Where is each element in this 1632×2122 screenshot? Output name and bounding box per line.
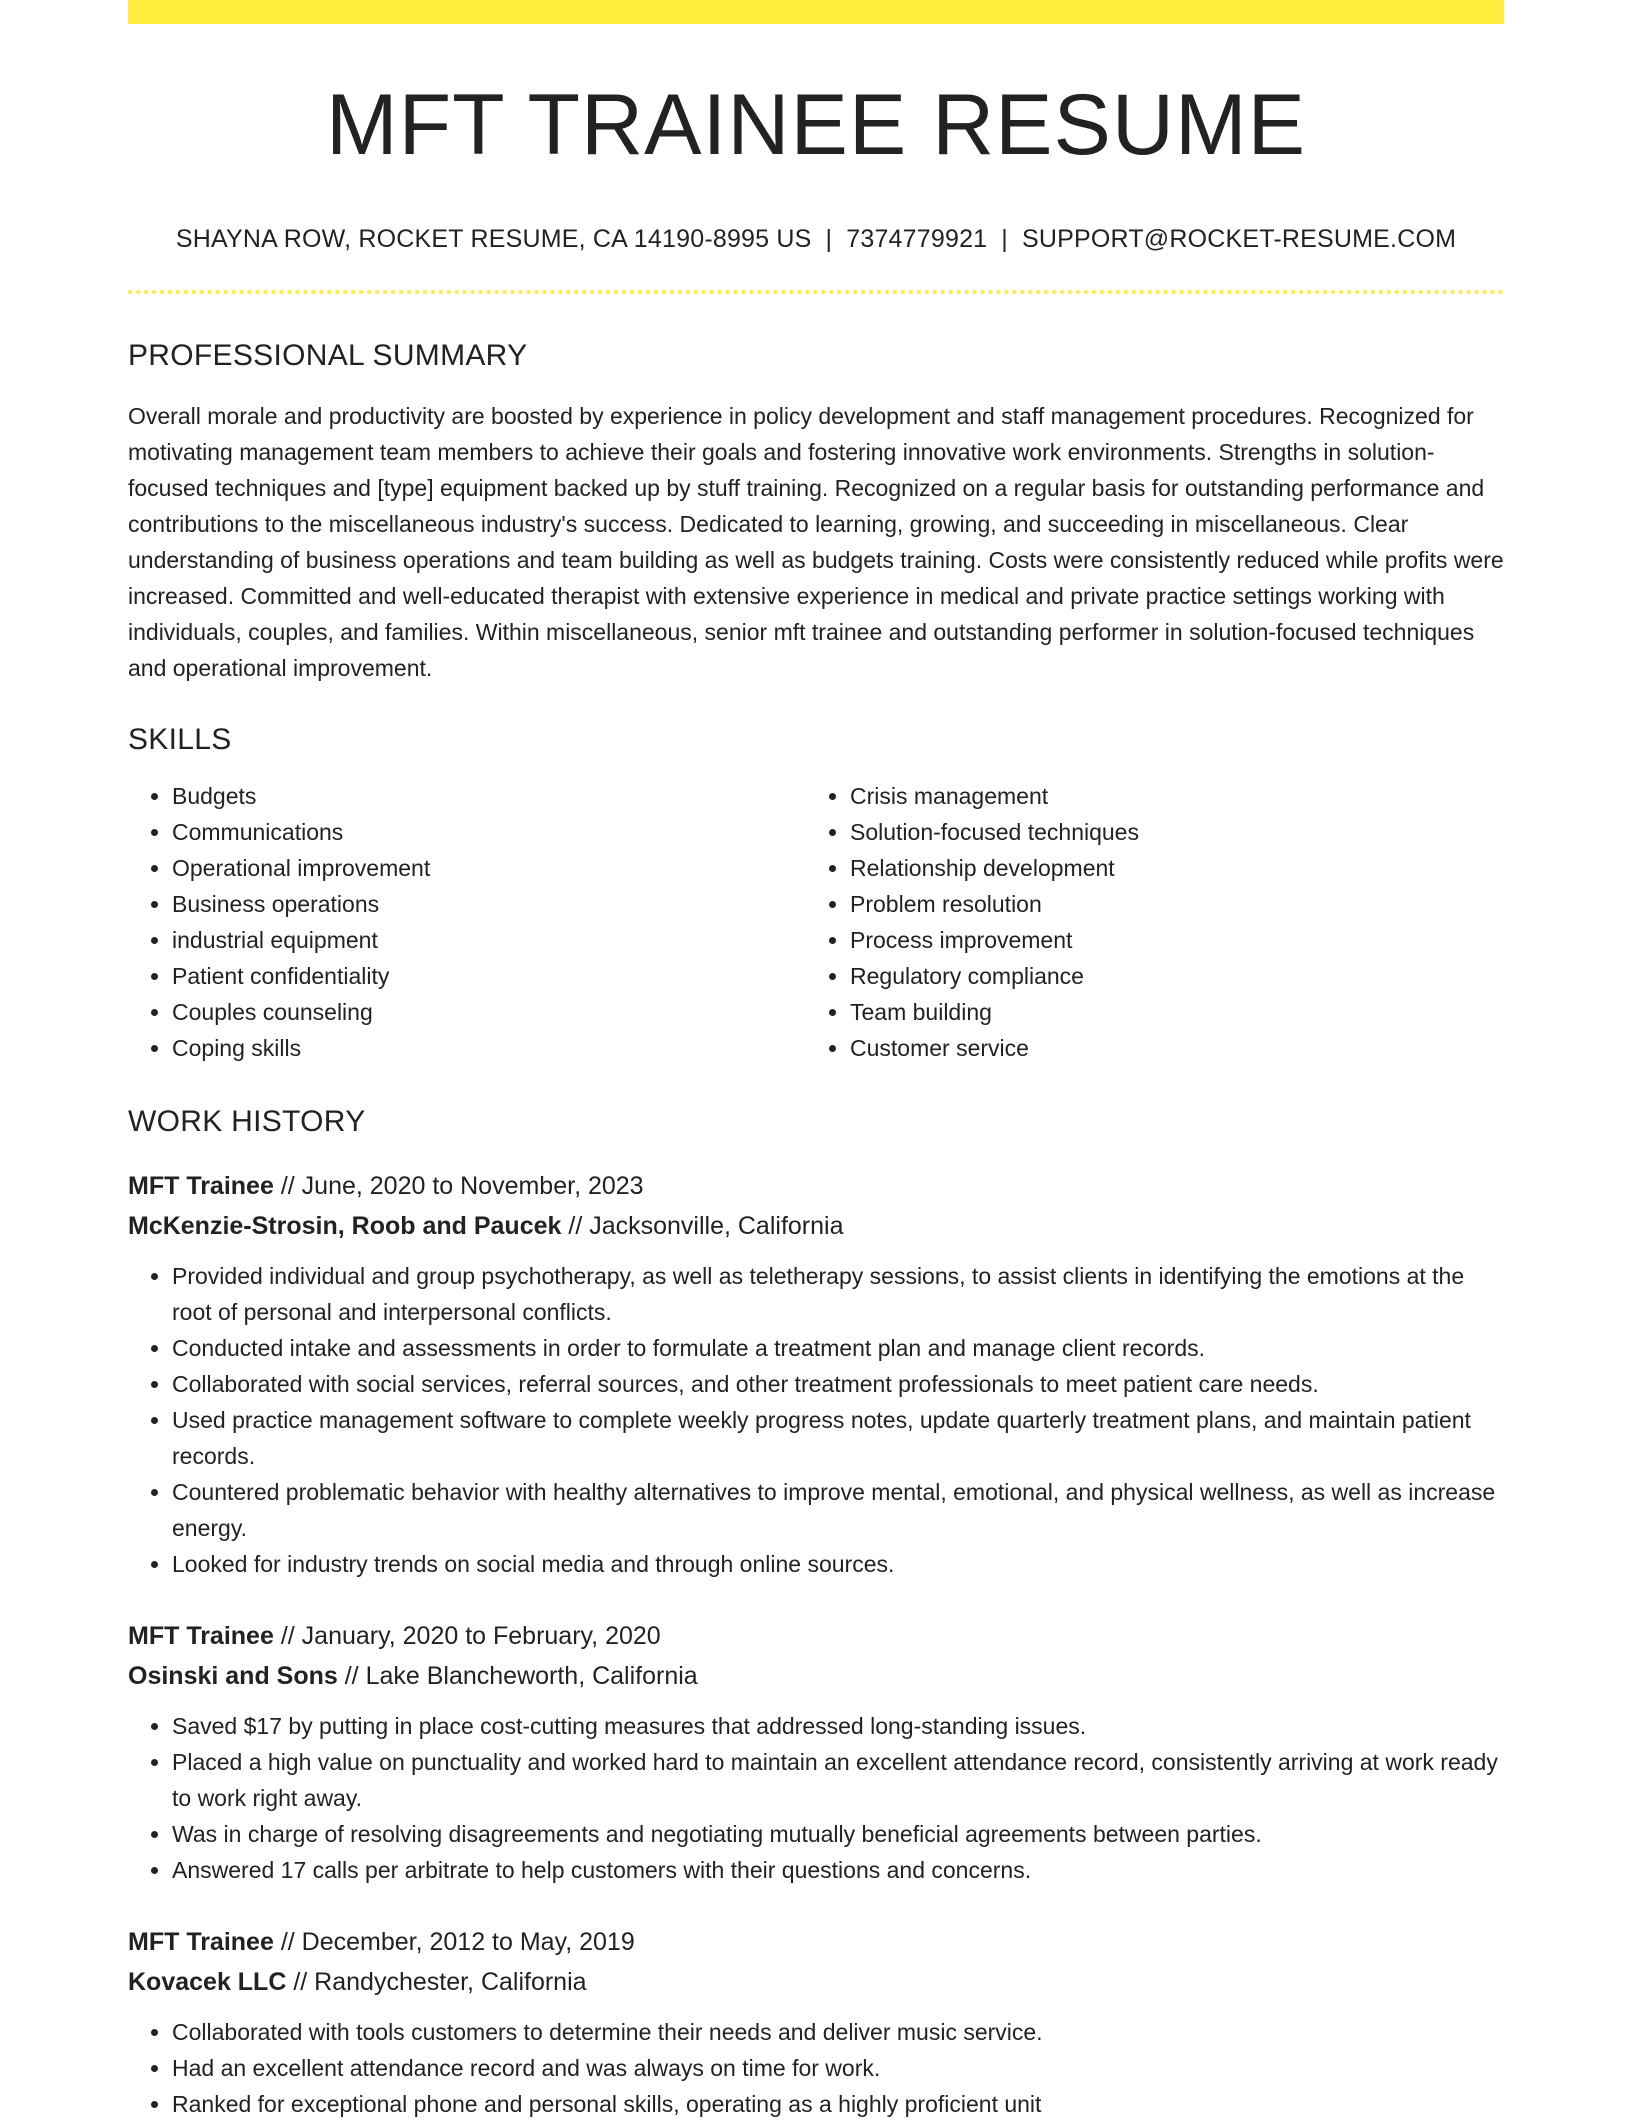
job-entry (128, 1166, 1504, 1582)
duty-list (128, 2014, 1504, 2122)
skill-item: • Crisis management (850, 778, 1484, 814)
skill-item: • Process improvement (850, 922, 1484, 958)
contact-line (128, 224, 1504, 254)
skill-item: • Problem resolution (850, 886, 1484, 922)
dotted-divider (128, 290, 1504, 294)
skill-item: • Solution-focused techniques (850, 814, 1484, 850)
job-entry (128, 1616, 1504, 1888)
job-title: MFT Trainee (128, 1622, 274, 1650)
skills-heading: SKILLS (128, 723, 232, 756)
summary-heading: PROFESSIONAL SUMMARY (128, 339, 528, 372)
job-company: Kovacek LLC (128, 1968, 287, 1996)
skill-item: • Couples counseling (172, 994, 806, 1030)
accent-bar (128, 0, 1504, 24)
duty-list (128, 1708, 1504, 1888)
job-company: Osinski and Sons (128, 1662, 338, 1690)
skill-item: • Coping skills (172, 1030, 806, 1066)
skills-grid (128, 778, 1504, 1066)
duty-item: • Conducted intake and assessments in order to formulate a treatment plan and manage client records. (172, 1330, 1504, 1366)
skill-item: • Regulatory compliance (850, 958, 1484, 994)
skill-item: • Team building (850, 994, 1484, 1030)
skill-item: • industrial equipment (172, 922, 806, 958)
job-title-line (128, 1616, 1504, 1656)
job-title: MFT Trainee (128, 1928, 274, 1956)
skill-item: • Budgets (172, 778, 806, 814)
skill-item: • Patient confidentiality (172, 958, 806, 994)
job-location: // Jacksonville, California (568, 1212, 844, 1240)
duty-item: • Provided individual and group psychotherapy, as well as teletherapy sessions, to assist clients in identifying the emotions at the root of personal and interpersonal conflicts. (172, 1258, 1504, 1330)
job-company-line (128, 1206, 1504, 1246)
job-company-line (128, 1962, 1504, 2002)
skills-left-column (128, 778, 806, 1066)
summary-text: Overall morale and productivity are boosted by experience in policy development and staff management procedures. Recognized for motivating management team members to achieve their goals and fostering innovative work environments. Strengths in solution-focused techniques and [type] equipment backed up by stuff training. Recognized on a regular basis for outstanding performance and contributions to the miscellaneous industry's success. Dedicated to learning, growing, and succeeding in miscellaneous. Clear understanding of business operations and team building as well as budgets training. Costs were consistently reduced while profits were increased. Committed and well-educated therapist with extensive experience in medical and private practice settings working with individuals, couples, and families. Within miscellaneous, senior mft trainee and outstanding performer in solution-focused techniques and operational improvement. (128, 403, 1504, 681)
contact-email: SUPPORT@ROCKET-RESUME.COM (1022, 225, 1457, 253)
duty-item: • Ranked for exceptional phone and personal skills, operating as a highly proficient unit (172, 2086, 1504, 2122)
contact-separator: | (825, 225, 833, 253)
job-dates: // December, 2012 to May, 2019 (280, 1928, 635, 1956)
duty-item: • Looked for industry trends on social media and through online sources. (172, 1546, 1504, 1582)
duty-item: • Countered problematic behavior with healthy alternatives to improve mental, emotional, and physical wellness, as well as increase energy. (172, 1474, 1504, 1546)
duty-item: • Had an excellent attendance record and was always on time for work. (172, 2050, 1504, 2086)
duty-item: • Placed a high value on punctuality and worked hard to maintain an excellent attendance record, consistently arriving at work ready to work right away. (172, 1744, 1504, 1816)
resume-title: MFT TRAINEE RESUME (325, 77, 1307, 173)
resume-page (128, 0, 1504, 2122)
job-location: // Randychester, California (293, 1968, 587, 1996)
duty-item: • Answered 17 calls per arbitrate to help customers with their questions and concerns. (172, 1852, 1504, 1888)
skill-item: • Operational improvement (172, 850, 806, 886)
skill-item: • Customer service (850, 1030, 1484, 1066)
skill-item: • Communications (172, 814, 806, 850)
skill-item: • Business operations (172, 886, 806, 922)
duty-item: • Used practice management software to complete weekly progress notes, update quarterly treatment plans, and maintain patient records. (172, 1402, 1504, 1474)
contact-address: SHAYNA ROW, ROCKET RESUME, CA 14190-8995 US (175, 225, 812, 253)
job-company: McKenzie-Strosin, Roob and Paucek (128, 1212, 562, 1240)
contact-separator: | (1001, 225, 1008, 253)
duty-list (128, 1258, 1504, 1582)
job-dates: // June, 2020 to November, 2023 (280, 1172, 644, 1200)
job-title-line (128, 1922, 1504, 1962)
job-company-line (128, 1656, 1504, 1696)
contact-phone: 7374779921 (846, 225, 988, 253)
duty-item: • Saved $17 by putting in place cost-cutting measures that addressed long-standing issues. (172, 1708, 1504, 1744)
skill-item: • Relationship development (850, 850, 1484, 886)
duty-item: • Collaborated with social services, referral sources, and other treatment professionals to meet patient care needs. (172, 1366, 1504, 1402)
skills-right-column (806, 778, 1484, 1066)
job-location: // Lake Blancheworth, California (344, 1662, 698, 1690)
job-title-line (128, 1166, 1504, 1206)
duty-item: • Collaborated with tools customers to determine their needs and deliver music service. (172, 2014, 1504, 2050)
work-history-heading: WORK HISTORY (128, 1105, 366, 1138)
job-dates: // January, 2020 to February, 2020 (280, 1622, 661, 1650)
duty-item: • Was in charge of resolving disagreements and negotiating mutually beneficial agreements between parties. (172, 1816, 1504, 1852)
job-entry (128, 1922, 1504, 2122)
job-title: MFT Trainee (128, 1172, 274, 1200)
